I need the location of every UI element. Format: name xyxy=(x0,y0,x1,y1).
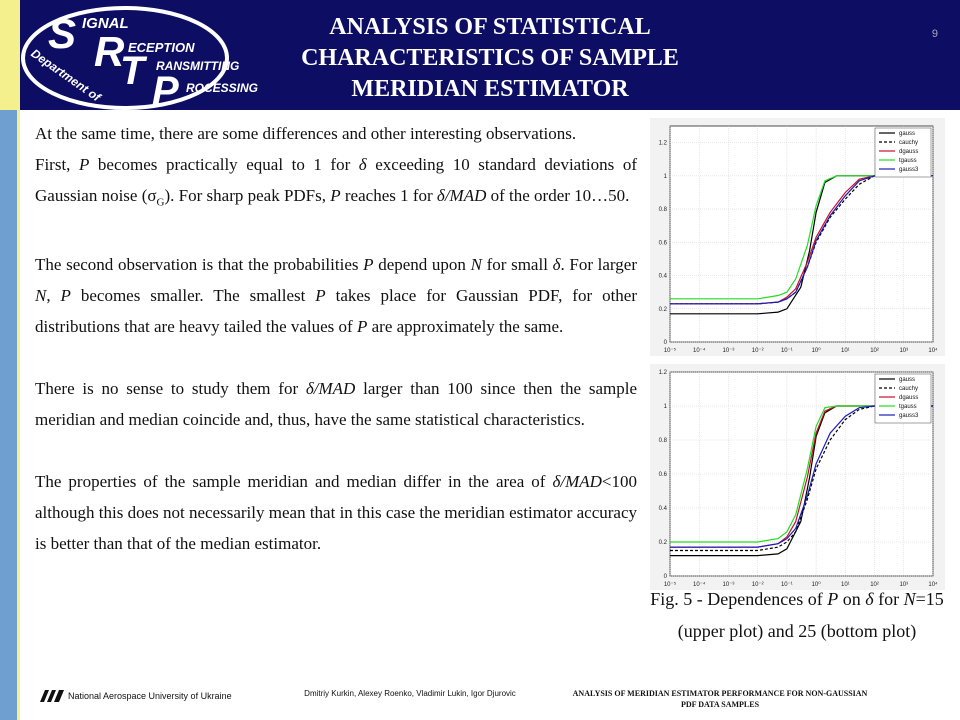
paragraph-1: At the same time, there are some differences and other interesting observations. xyxy=(35,124,577,143)
paragraph-2: First, P becomes practically equal to 1 for δ exceeding 10 standard deviations of Gaussian noise $(\sigma_G)$. For sharp peak PDFs, P reaches 1 for δ/MAD of the order 10…50. xyxy=(35,155,637,209)
y-tick-label: 0 xyxy=(663,574,667,580)
paragraph-5: The properties of the sample meridian and median differ in the area of δ/MAD<100 although this does not necessarily mean that in this case the meridian estimator accuracy is better than that of the median estimator. xyxy=(35,472,637,554)
legend-label-dgauss: dgauss xyxy=(899,395,919,401)
bottom-plot xyxy=(650,364,945,590)
y-tick-label: 0.8 xyxy=(658,438,667,444)
x-tick-label: 10⁰ xyxy=(811,582,821,588)
x-tick-label: 10⁻¹ xyxy=(780,582,793,588)
y-tick-label: 0.6 xyxy=(658,240,667,247)
university-name: National Aerospace University of Ukraine xyxy=(68,691,232,701)
body-text xyxy=(35,118,637,559)
paragraph-4: There is no sense to study them for δ/MAD larger than 100 since then the sample meridian and median coincide and, thus, have the same statistical characteristics. xyxy=(35,379,637,430)
footer-report-title: ANALYSIS OF MERIDIAN ESTIMATOR PERFORMANCE FOR NON-GAUSSIAN PDF DATA SAMPLES xyxy=(572,689,868,709)
x-tick-label: 10⁻² xyxy=(751,582,764,588)
x-tick-label: 10³ xyxy=(899,582,909,588)
paragraph-3: The second observation is that the probabilities P depend upon N for small δ. For larger N, P becomes smaller. The smallest P takes place for Gaussian PDF, for other distributions that are heavy tailed the values of P are approximately the same. xyxy=(35,255,637,337)
x-tick-label: 10⁻⁵ xyxy=(663,348,677,354)
legend-label-cauchy: cauchy xyxy=(899,386,919,392)
x-tick-label: 10¹ xyxy=(840,348,850,354)
legend-label-dgauss: dgauss xyxy=(899,149,919,155)
y-tick-label: 0.4 xyxy=(658,273,667,280)
x-tick-label: 10³ xyxy=(899,348,909,354)
x-tick-label: 10⁻² xyxy=(751,348,764,354)
university-logo-icon xyxy=(40,690,64,702)
x-tick-label: 10⁻³ xyxy=(722,348,735,354)
page-number: 9 xyxy=(931,28,938,40)
legend-label-gauss3: gauss3 xyxy=(899,413,919,419)
x-tick-label: 10⁴ xyxy=(928,348,938,354)
x-tick-label: 10⁻³ xyxy=(722,582,735,588)
y-tick-label: 1.2 xyxy=(658,140,667,147)
footer-university xyxy=(40,690,232,702)
x-tick-label: 10¹ xyxy=(840,582,850,588)
x-tick-label: 10⁰ xyxy=(811,348,821,354)
x-tick-label: 10⁻⁴ xyxy=(693,582,706,588)
footer-authors: Dmitriy Kurkin, Alexey Roenko, Vladimir Lukin, Igor Djurovic xyxy=(304,689,516,698)
logo-letter-r: R xyxy=(94,28,125,75)
x-tick-label: 10⁻¹ xyxy=(780,348,793,354)
logo-word-ignal: IGNAL xyxy=(82,15,129,32)
x-tick-label: 10⁴ xyxy=(928,582,938,588)
logo-letter-s: S xyxy=(48,10,77,57)
y-tick-label: 0.2 xyxy=(658,306,667,313)
y-tick-label: 1 xyxy=(663,404,667,410)
page-title: ANALYSIS OF STATISTICAL CHARACTERISTICS OF SAMPLE MERIDIAN ESTIMATOR xyxy=(301,14,679,102)
upper-plot xyxy=(650,118,945,356)
left-accent-blue xyxy=(0,110,17,720)
legend-label-gauss: gauss xyxy=(899,131,916,137)
y-tick-label: 1 xyxy=(663,173,667,180)
logo-letter-t: T xyxy=(120,49,145,93)
logo-word-rocessing: ROCESSING xyxy=(186,81,259,95)
x-tick-label: 10⁻⁴ xyxy=(693,348,706,354)
y-tick-label: 0.6 xyxy=(658,472,667,478)
legend-label-cauchy: cauchy xyxy=(899,140,919,146)
logo-word-ransmitting: RANSMITTING xyxy=(156,59,240,73)
legend-label-gauss: gauss xyxy=(899,377,916,383)
legend-label-tgauss: tgauss xyxy=(899,158,917,164)
y-tick-label: 0.2 xyxy=(658,540,667,546)
y-tick-label: 0.4 xyxy=(658,506,667,512)
y-tick-label: 0.8 xyxy=(658,207,667,214)
srtp-logo xyxy=(20,0,270,110)
legend-label-gauss3: gauss3 xyxy=(899,167,919,173)
y-tick-label: 1.2 xyxy=(658,370,667,376)
logo-arc-text: Department of xyxy=(28,46,104,105)
figure-caption: Fig. 5 - Dependences of P on δ for N=15 (upper plot) and 25 (bottom plot) xyxy=(650,589,944,641)
y-tick-label: 0 xyxy=(663,340,667,346)
x-tick-label: 10² xyxy=(870,348,879,354)
legend-label-tgauss: tgauss xyxy=(899,404,917,410)
header-bar xyxy=(20,0,960,110)
x-tick-label: 10⁻⁵ xyxy=(663,582,677,588)
logo-word-eception: ECEPTION xyxy=(128,40,195,55)
logo-letter-p: P xyxy=(152,69,179,110)
x-tick-label: 10² xyxy=(870,582,879,588)
